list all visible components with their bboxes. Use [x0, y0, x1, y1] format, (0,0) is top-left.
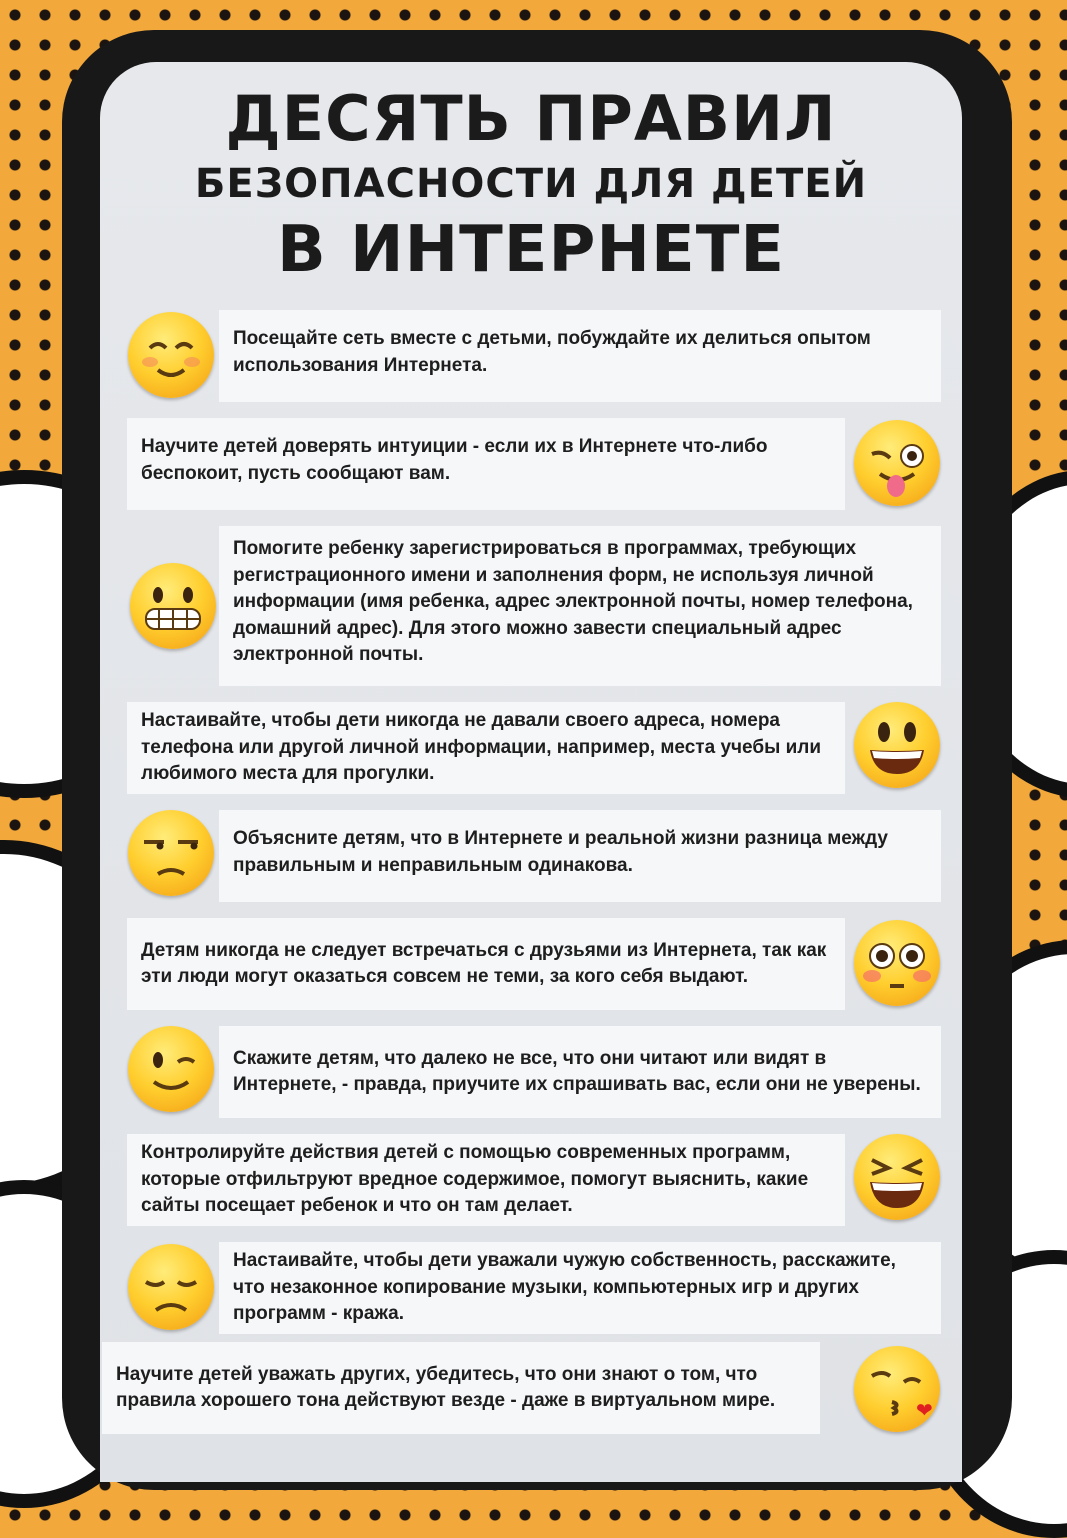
rule-text-6: Детям никогда не следует встречаться с друзьями из Интернета, так как эти люди могут оказаться совсем не теми, за кого себя выдают. — [141, 939, 827, 987]
flushed-icon — [854, 920, 940, 1006]
rule-text-10: Научите детей уважать других, убедитесь, что они знают о том, что правила хорошего тона действуют везде - даже в виртуальном мире. — [116, 1363, 776, 1411]
rule-bubble-5 — [219, 810, 941, 902]
smiling-blush-icon — [128, 312, 214, 398]
rule-bubble-9 — [219, 1242, 941, 1334]
winking-tongue-icon — [854, 420, 940, 506]
rule-text-2: Научите детей доверять интуиции - если их в Интернете что-либо беспокоит, пусть сообщают вам. — [141, 436, 768, 484]
title-line-2: БЕЗОПАСНОСТИ ДЛЯ ДЕТЕЙ — [194, 161, 868, 207]
rule-text-3: Помогите ребенку зарегистрироваться в программах, требующих регистрационного имени и заполнения форм, не используя личной информации (имя ребенка, адрес электронной почты, номер телефона, домашний адрес). Для этого можно завести специальный адрес электронной почты. — [233, 538, 913, 665]
poster-title — [100, 80, 962, 290]
rule-text-7: Скажите детям, что далеко не все, что они читают или видят в Интернете, - правда, приучите их спрашивать вас, если они не уверены. — [233, 1047, 921, 1095]
rule-text-5: Объясните детям, что в Интернете и реальной жизни разница между правильным и неправильным одинакова. — [233, 828, 888, 876]
rule-text-1: Посещайте сеть вместе с детьми, побуждайте их делиться опытом использования Интернета. — [233, 328, 871, 376]
title-line-3: В ИНТЕРНЕТЕ — [276, 213, 786, 287]
grimacing-icon — [130, 563, 216, 649]
disappointed-icon — [128, 1244, 214, 1330]
rule-bubble-8 — [127, 1134, 845, 1226]
rule-bubble-4 — [127, 702, 845, 794]
rule-text-8: Контролируйте действия детей с помощью современных программ, которые отфильтруют вредное содержимое, помогут выяснить, какие сайты посещает ребенок и что он там делает. — [141, 1142, 809, 1217]
laughing-squint-icon — [854, 1134, 940, 1220]
rule-bubble-10 — [102, 1342, 820, 1434]
rule-bubble-2 — [127, 418, 845, 510]
rule-text-9: Настаивайте, чтобы дети уважали чужую собственность, расскажите, что незаконное копирование музыки, компьютерных игр и других программ - кража. — [233, 1250, 896, 1325]
rule-bubble-6 — [127, 918, 845, 1010]
grinning-icon — [854, 702, 940, 788]
rule-bubble-1 — [219, 310, 941, 402]
title-line-1: ДЕСЯТЬ ПРАВИЛ — [225, 82, 837, 155]
rule-bubble-3 — [219, 526, 941, 686]
unamused-icon — [128, 810, 214, 896]
rule-text-4: Настаивайте, чтобы дети никогда не давали своего адреса, номера телефона или другой личной информации, например, места учебы или любимого места для прогулки. — [141, 710, 822, 785]
rule-bubble-7 — [219, 1026, 941, 1118]
winking-icon — [128, 1026, 214, 1112]
heart-icon: ❤ — [916, 1400, 933, 1422]
